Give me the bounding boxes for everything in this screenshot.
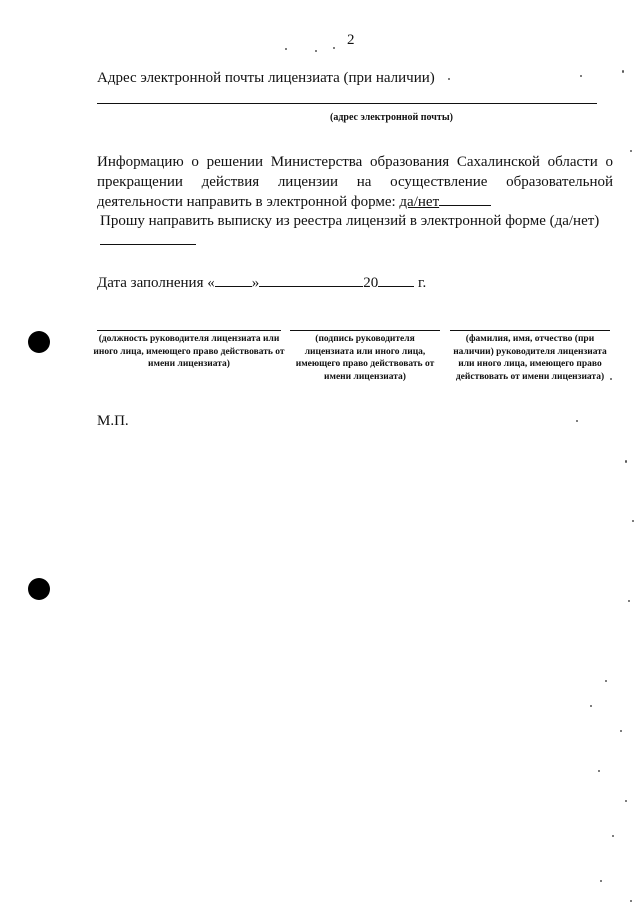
scan-speck — [610, 378, 612, 380]
date-month-blank — [259, 274, 363, 287]
scan-speck — [598, 770, 600, 772]
signature-line-position — [97, 330, 281, 331]
scan-speck — [628, 600, 630, 602]
date-year-prefix: 20 — [363, 275, 379, 291]
extract-request-blank — [100, 232, 196, 245]
email-caption: (адрес электронной почты) — [330, 112, 453, 123]
signature-caption-position: (должность руководителя лицензиата или иного лица, имеющего право действовать от имени лицензиата) — [93, 334, 285, 369]
scan-speck — [625, 800, 627, 802]
date-fill-label: Дата заполнения « — [97, 275, 215, 291]
page-number: 2 — [347, 32, 355, 48]
scan-speck — [285, 48, 287, 50]
extract-request-paragraph — [100, 211, 600, 251]
scan-speck — [576, 420, 578, 422]
date-year-blank — [378, 274, 414, 287]
punch-hole-top — [28, 331, 50, 353]
scan-speck — [630, 150, 632, 152]
scan-speck — [315, 50, 317, 52]
date-fill-row — [97, 274, 426, 292]
scan-speck — [612, 835, 614, 837]
signature-caption-fullname: (фамилия, имя, отчество (при наличии) руководителя лицензиата или иного лица, имеющего право действовать от имени лицензиата) — [453, 334, 607, 382]
scan-speck — [605, 680, 607, 682]
date-year-suffix: г. — [418, 275, 427, 291]
scan-speck — [630, 900, 632, 902]
scan-speck — [580, 75, 582, 77]
scan-speck — [620, 730, 622, 732]
signature-line-fullname — [450, 330, 610, 331]
info-request-answer: да/нет — [399, 194, 440, 210]
info-request-blank — [439, 193, 491, 206]
scan-speck — [632, 520, 634, 522]
scan-speck — [600, 880, 602, 882]
extract-request-text: Прошу направить выписку из реестра лицензий в электронной форме (да/нет) — [100, 213, 600, 229]
scan-speck — [625, 460, 627, 463]
scan-speck — [333, 47, 335, 49]
email-blank-line — [97, 103, 597, 104]
info-request-paragraph — [97, 152, 613, 212]
punch-hole-bottom — [28, 578, 50, 600]
scan-speck — [448, 78, 450, 80]
date-close-quote: » — [251, 275, 260, 291]
scan-speck — [590, 705, 592, 707]
info-request-text: Информацию о решении Министерства образования Сахалинской области о прекращении действия лицензии на осуществление образовательной деятельности направить в электронной форме: — [97, 154, 613, 210]
scan-speck — [622, 70, 624, 73]
email-label: Адрес электронной почты лицензиата (при наличии) — [97, 70, 435, 86]
date-day-blank — [215, 274, 252, 287]
stamp-label: М.П. — [97, 413, 129, 429]
signature-line-signature — [290, 330, 440, 331]
signature-caption-signature: (подпись руководителя лицензиата или иного лица, имеющего право действовать от имени лицензиата) — [295, 334, 435, 382]
